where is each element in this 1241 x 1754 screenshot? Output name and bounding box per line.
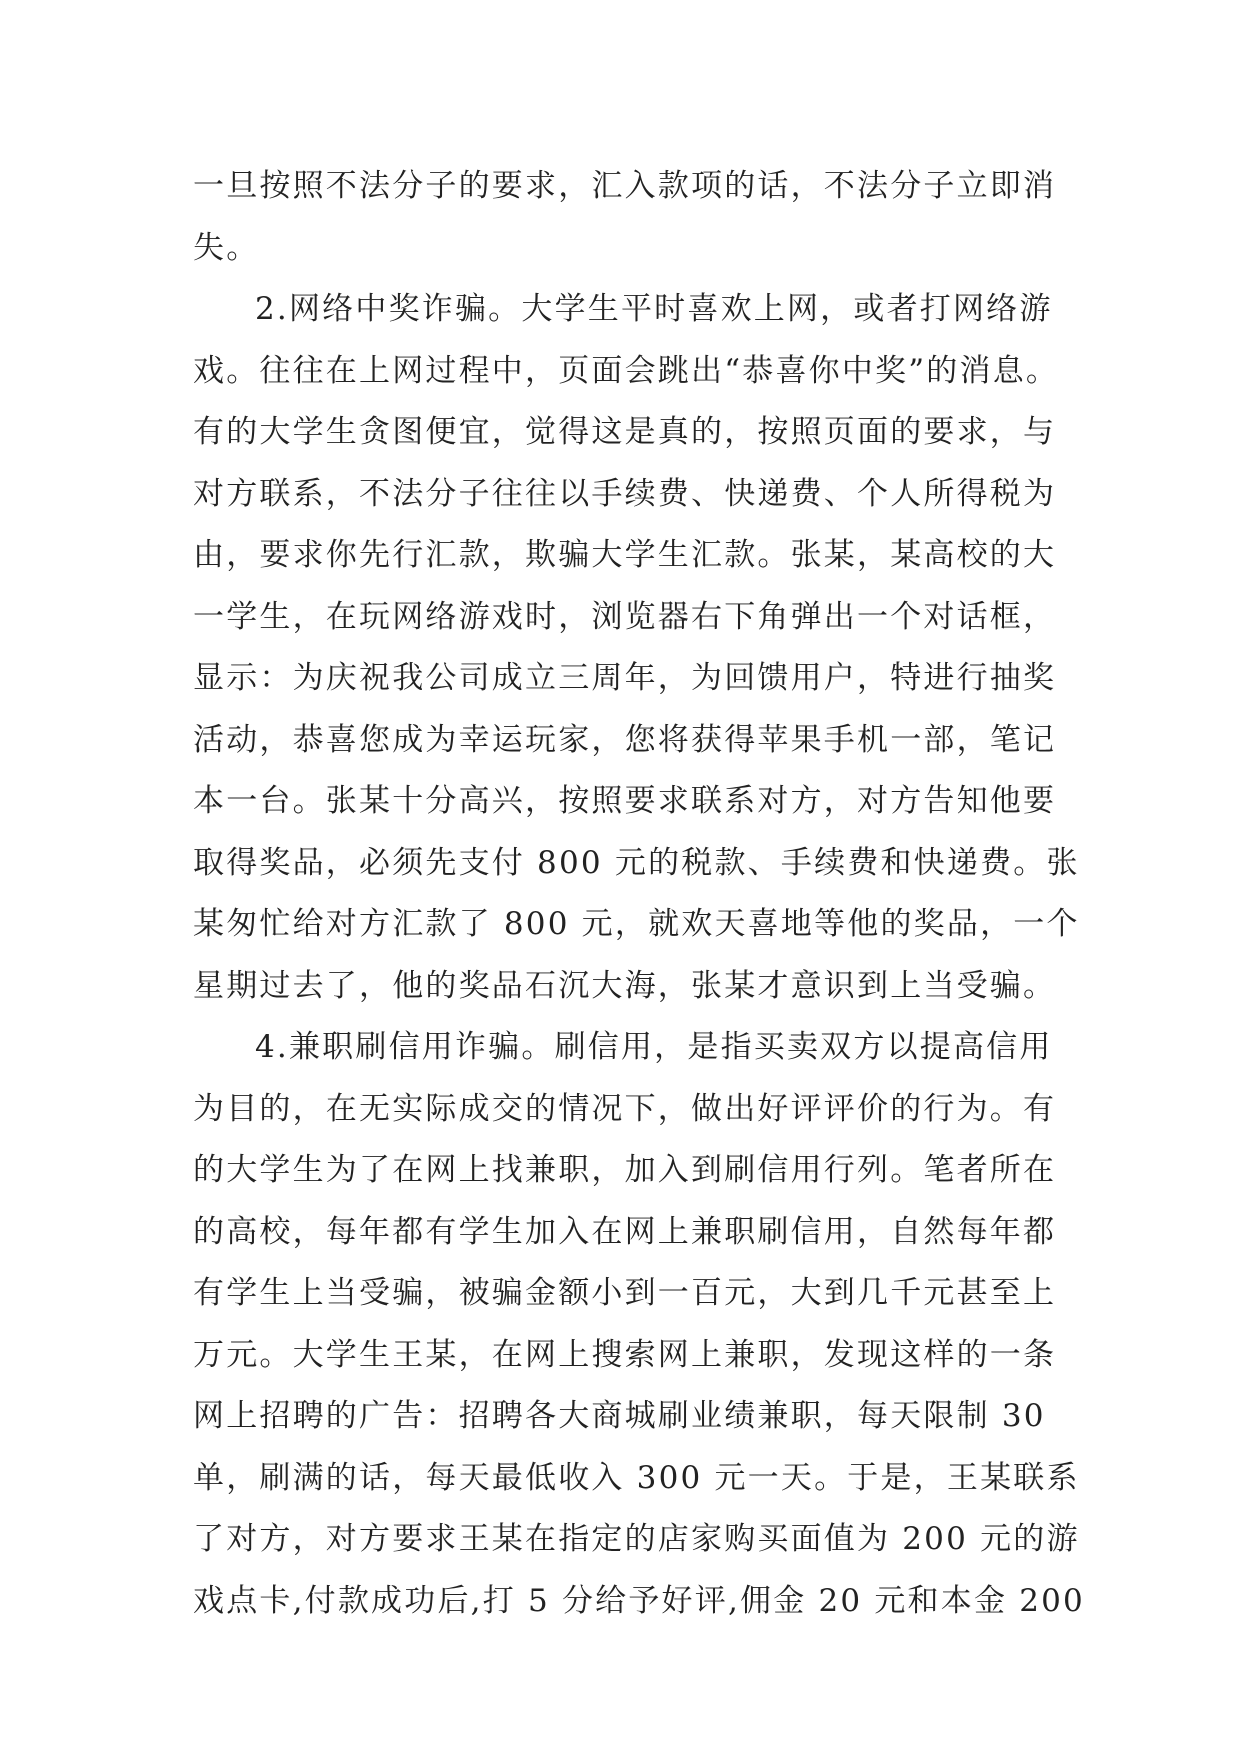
text-line: 的大学生为了在网上找兼职，加入到刷信用行列。笔者所在 <box>193 1152 1057 1188</box>
text-line: 显示：为庆祝我公司成立三周年，为回馈用户，特进行抽奖 <box>193 660 1057 696</box>
text-line: 戏。往往在上网过程中，页面会跳出“恭喜你中奖”的消息。 <box>193 352 1060 389</box>
text-line: 单，刷满的话，每天最低收入 300 元一天。于是，王某联系 <box>193 1459 1080 1496</box>
text-line: 本一台。张某十分高兴，按照要求联系对方，对方告知他要 <box>193 783 1057 819</box>
text-line: 有学生上当受骗，被骗金额小到一百元，大到几千元甚至上 <box>193 1275 1057 1311</box>
text-line: 由，要求你先行汇款，欺骗大学生汇款。张某，某高校的大 <box>193 537 1057 573</box>
paragraph-start-line: 4.兼职刷信用诈骗。刷信用，是指买卖双方以提高信用 <box>255 1029 1053 1065</box>
text-line: 了对方，对方要求王某在指定的店家购买面值为 200 元的游 <box>193 1521 1080 1557</box>
text-line: 取得奖品，必须先支付 800 元的税款、手续费和快递费。张 <box>193 844 1080 881</box>
text-line: 对方联系，不法分子往往以手续费、快递费、个人所得税为 <box>193 475 1057 512</box>
text-line: 活动，恭喜您成为幸运玩家，您将获得苹果手机一部，笔记 <box>193 721 1057 758</box>
text-line: 为目的，在无实际成交的情况下，做出好评评价的行为。有 <box>193 1090 1057 1127</box>
text-line: 的高校，每年都有学生加入在网上兼职刷信用，自然每年都 <box>193 1213 1057 1250</box>
text-line: 星期过去了，他的奖品石沉大海，张某才意识到上当受骗。 <box>193 967 1057 1004</box>
body-text <box>193 156 1085 1632</box>
text-line: 有的大学生贪图便宜，觉得这是真的，按照页面的要求，与 <box>193 414 1057 450</box>
text-line: 一学生，在玩网络游戏时，浏览器右下角弹出一个对话框， <box>193 598 1057 635</box>
text-line: 一旦按照不法分子的要求，汇入款项的话，不法分子立即消 <box>193 168 1057 204</box>
text-line: 万元。大学生王某，在网上搜索网上兼职，发现这样的一条 <box>193 1336 1057 1373</box>
text-line: 戏点卡,付款成功后,打 5 分给予好评,佣金 20 元和本金 200 <box>193 1582 1085 1619</box>
text-line: 某匆忙给对方汇款了 800 元，就欢天喜地等他的奖品，一个 <box>193 906 1080 942</box>
paragraph-start-line: 2.网络中奖诈骗。大学生平时喜欢上网，或者打网络游 <box>255 291 1053 327</box>
text-line: 网上招聘的广告：招聘各大商城刷业绩兼职，每天限制 30 <box>193 1398 1046 1434</box>
text-line: 失。 <box>193 229 260 266</box>
